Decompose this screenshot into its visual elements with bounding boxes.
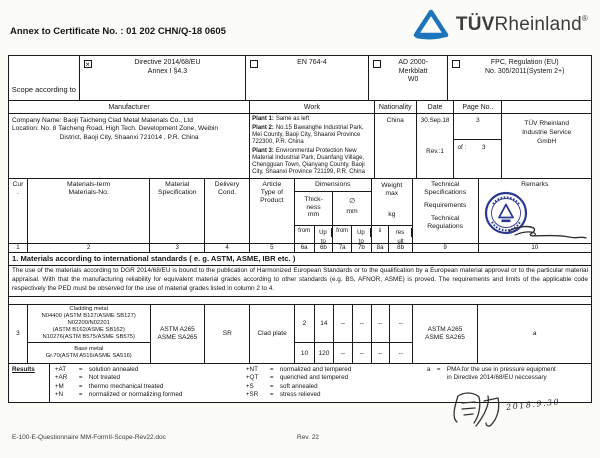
manufacturer-header-row [9,101,591,114]
col-technical-specs: Technical Specifications Requirements Technical Regulations 9 [413,179,479,252]
weight-a: -- -- [372,305,390,363]
col-weight-group [372,179,413,252]
scope-option-fpc-label: FPC, Regulation (EU) No. 305/2011(System 2+) [485,59,565,75]
revision-number: Rev.:1 [426,148,444,155]
legend-group-3: a = PMA for the use in pressure equipment in Directive 2014/68/EU neccessary [426,366,556,382]
article-type-value: Clad plate [250,305,295,363]
scope-option-en764 [246,56,369,100]
checkbox-en764 [250,60,258,68]
company-address: Company Name: Baoji Taicheng Clad Metal Materials Co., Ltd Location: No. 8 Taicheng Road, High Tech. Development Zone, Weibin District, Baoji City, Shaanxi 721014 , P.R. China [9,114,250,178]
footer-revision: Rev. 22 [297,434,319,441]
nationality-value: China [375,114,417,178]
blank-header-cell [502,101,591,113]
dimensions-caption: Dimensions [295,179,371,192]
manufacturer-content-row [9,114,591,179]
plant-1: Plant 1: Same as left [252,116,310,122]
col-delivery-cond: Delivery Cond. 4 [205,179,250,252]
section1-note: The use of the materials according to DGR 2014/68/EU is bound to the publication of Harmonized European Standards or to the qualification by a European material approval or to the particular material appraisal. With that the manufacturing reliability for equivalent material grades according to other standards (e.g. BS, AFNOR, ASME) is proved. The requirements and limits of the applicable code respectively the PED must be observed for the use of material grades listed in column 2 to 4. [9,266,591,297]
notified-body: TÜV Rheinland Industrie Service GmbH [522,120,572,145]
weight-subheader: ⇓ res ult [372,226,412,244]
weight-result: -- -- [390,305,413,363]
work-header: Work [250,101,375,113]
footer-filename: E-100-E-Questionnaire MM-FormII-Scope-Rev22.doc [12,434,166,441]
nationality-header: Nationality [375,101,417,113]
checkbox-fpc [452,60,460,68]
tuv-triangle-icon [413,9,449,41]
tuv-rheinland-logo [413,9,588,41]
base-metal: Base metal Gr.70(ASTM A516/ASME SA516) [45,346,132,359]
diameter-header: ∅ mm [346,198,358,215]
dimensions-col-numbers: 6a 6b 7a 7b [295,244,371,252]
material-spec-value: ASTM A265 ASME SA265 [151,305,206,363]
scope-option-fpc [448,56,591,100]
cladding-metal: Cladding metal N04400 (ASTM B127/ASME SB127) N02200/N02201 (ASTM B162/ASME SB162) N10276(ASTM B575/ASME SB575) [28,305,150,343]
thickness-header: Thick- ness mm [295,192,334,225]
col-materials-term: Materials-term Materials-No. 2 [28,179,150,252]
material-data-row [9,305,591,364]
scope-option-en764-label: EN 764-4 [297,59,327,66]
checkbox-directive-checked: × [85,60,91,69]
issue-date: 30.Sep.18 [420,117,450,124]
remarks-header: Remarks [521,181,549,188]
page-number: 3 [454,114,501,140]
date-header: Date [417,101,455,113]
date-cell [417,114,455,178]
approval-stamp [479,187,592,243]
results-label: Results [9,364,50,402]
diameter-upto: -- -- [353,305,372,363]
materials-table-header [9,179,591,253]
registered-trademark-symbol: ® [581,14,588,23]
scope-option-ad2000-label: AD 2000- Merkblatt W0 [398,59,428,84]
scope-label: Scope according to [9,56,80,100]
dimensions-subheader: from Up to from Up to [295,226,371,244]
diameter-from: -- -- [334,305,353,363]
remarks-signature-scribble [509,227,586,238]
work-plants [250,114,375,178]
scope-option-directive [80,56,246,100]
legend-group-1: +AT = solution annealed +AR = Not treated +M = thermo mechanical treated +N = normalized or normalizing formed [54,366,183,398]
col-article-type: Article Type of Product 5 [250,179,295,252]
page-of-total: of : 3 [457,144,486,151]
plant-2: Plant 2: No.15 Bawanghe Industrial Park, Mei County, Baoji City, Shaanxi Province 722300, P.R. China [252,125,364,145]
technical-spec-value: ASTM A265 ASME SA265 [413,305,479,363]
weight-header: Weight max kg [372,179,412,226]
col-material-spec: Material Specification 3 [150,179,205,252]
scope-row [9,56,591,101]
thickness-upto: 14 120 [315,305,334,363]
thickness-from: 2 10 [295,305,315,363]
logo-tuv-text: TÜV [455,14,495,35]
cur-value: 3 [9,305,28,363]
section1-title: 1. Materials according to international standards ( e. g. ASTM, ASME, IBR etc. ) [9,253,591,266]
col-cur: Cur . 1 [9,179,28,252]
annex-certificate-number: Annex to Certificate No. : 01 202 CHN/Q-18 0605 [10,26,226,37]
checkbox-ad2000 [373,60,381,68]
legend-group-2: +NT = normalized and tempered +QT = quenched and tempered +S = soft annealed +SR = stress relieved [245,366,352,398]
signature-scribble [448,388,596,436]
delivery-cond-value: SR [205,305,250,363]
weight-col-numbers: 8a 8b [372,244,412,252]
certificate-table [8,55,592,403]
empty-row [9,297,591,305]
logo-wordmark [456,14,588,36]
plant-3: Plant 3: Environmental Protection New Material Industrial Park, Duanfang Village, Chengguan Town, Qianyang County, Baoji City, Shaanxi Province 721199, P.R. China [252,148,365,175]
handwritten-signature [448,388,596,436]
remark-value: a [532,330,537,337]
page-no-header: Page No.. [454,101,502,113]
signature-date: 2018.9.30 [505,397,561,412]
materials-cell [28,305,151,363]
scope-option-directive-label: Directive 2014/68/EU Annex I §4.3 [134,59,201,75]
page-cell [454,114,502,178]
manufacturer-header: Manufacturer [9,101,250,113]
col-dimensions-group [295,179,372,252]
col-remarks: Remarks 10 [479,179,592,252]
scope-option-ad2000 [369,56,449,100]
logo-rheinland-text: Rheinland [494,14,582,35]
